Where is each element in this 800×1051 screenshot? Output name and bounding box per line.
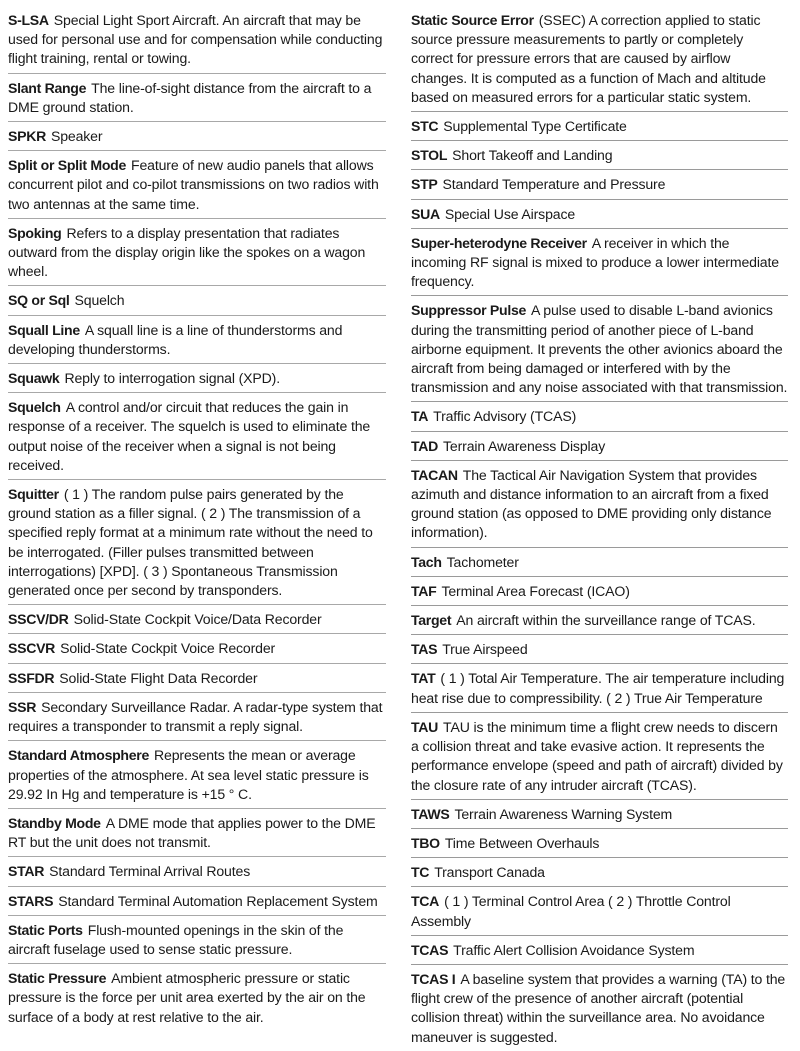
- glossary-definition: Tachometer: [446, 553, 519, 570]
- glossary-entry-super-heterodyne-receiver: [411, 233, 788, 297]
- glossary-definition: Feature of new audio panels that allows concurrent pilot and co-pilot transmissions on two radios with two antennas at the same time.: [8, 157, 379, 212]
- glossary-definition: Terminal Area Forecast (ICAO): [441, 582, 630, 599]
- glossary-entry-tat: [411, 668, 788, 712]
- glossary-definition: Short Takeoff and Landing: [452, 147, 613, 164]
- glossary-entry-spoking: [8, 223, 386, 287]
- glossary-term: TAS: [411, 641, 438, 658]
- glossary-definition: Terrain Awareness Display: [443, 437, 606, 454]
- glossary-term: Target: [411, 612, 452, 629]
- glossary-term: TCA: [411, 893, 440, 910]
- glossary-entry-static-ports: [8, 920, 386, 964]
- glossary-definition: An aircraft within the surveillance range of TCAS.: [456, 612, 756, 629]
- glossary-term: Squelch: [8, 399, 61, 416]
- glossary-entry-tca: [411, 891, 788, 935]
- glossary-definition: Terrain Awareness Warning System: [454, 805, 673, 822]
- glossary-entry-sscvr: [8, 638, 386, 663]
- glossary-entry-tc: [411, 862, 788, 887]
- glossary-definition: Solid-State Cockpit Voice Recorder: [60, 640, 276, 657]
- glossary-entry-target: [411, 610, 788, 635]
- glossary-definition: Special Light Sport Aircraft. An aircraft that may be used for personal use and for compensation while conducting flight training, rental or towing.: [8, 12, 383, 67]
- glossary-definition: Supplemental Type Certificate: [443, 118, 627, 135]
- glossary-term: STARS: [8, 892, 54, 909]
- glossary-term: Spoking: [8, 224, 62, 241]
- glossary-definition: Standard Terminal Arrival Routes: [49, 863, 251, 880]
- glossary-definition: ( 1 ) Total Air Temperature. The air temperature including heat rise due to compressibility. ( 2 ) True Air Temperature: [411, 670, 785, 706]
- left-column: [8, 10, 386, 1025]
- glossary-entry-ssr: [8, 697, 386, 741]
- glossary-entry-ta: [411, 406, 788, 431]
- glossary-term: TAWS: [411, 805, 450, 822]
- glossary-definition: Reply to interrogation signal (XPD).: [64, 370, 280, 387]
- glossary-definition: ( 1 ) The random pulse pairs generated by the ground station as a filler signal. ( 2 ) The transmission of a specified reply format at a minimum rate without the need to be interrogated. (Filler pulses transmitted between interrogations) [XPD]. ( 3 ) Spontaneous Transmission generated once per second by transponders.: [8, 486, 373, 599]
- glossary-definition: Refers to a display presentation that radiates outward from the display origin like the spokes on a wagon wheel.: [8, 224, 366, 280]
- glossary-term: SPKR: [8, 128, 46, 145]
- glossary-term: STC: [411, 118, 439, 135]
- glossary-definition: Ambient atmospheric pressure or static pressure is the force per unit area exerted by the air on the surface of a body at rest relative to the air.: [8, 970, 366, 1025]
- glossary-term: Squawk: [8, 370, 60, 387]
- glossary-definition: Solid-State Cockpit Voice/Data Recorder: [73, 611, 322, 628]
- glossary-term: TAT: [411, 670, 436, 687]
- glossary-term: Static Source Error: [411, 12, 534, 28]
- glossary-term: S-LSA: [8, 12, 49, 28]
- glossary-term: SSCV/DR: [8, 611, 69, 628]
- glossary-term: Squitter: [8, 486, 59, 503]
- glossary-definition: Speaker: [50, 128, 103, 145]
- glossary-entry-taf: [411, 581, 788, 606]
- glossary-entry-tcas-i: [411, 969, 788, 1051]
- glossary-definition: ( 1 ) Terminal Control Area ( 2 ) Throttle Control Assembly: [411, 893, 731, 929]
- glossary-entry-stc: [411, 116, 788, 141]
- glossary-term: TBO: [411, 834, 440, 851]
- glossary-definition: The line-of-sight distance from the aircraft to a DME ground station.: [8, 79, 372, 115]
- glossary-definition: Special Use Airspace: [444, 205, 576, 222]
- glossary-term: TC: [411, 864, 430, 881]
- glossary-term: STOL: [411, 147, 448, 164]
- glossary-term: SSFDR: [8, 669, 55, 686]
- glossary-entry-static-pressure: [8, 968, 386, 1031]
- glossary-definition: Time Between Overhauls: [444, 834, 600, 851]
- right-column: [411, 10, 788, 1045]
- glossary-term: TACAN: [411, 466, 458, 483]
- glossary-definition: Flush-mounted openings in the skin of the aircraft fuselage used to sense static pressure.: [8, 921, 344, 957]
- glossary-entry-tacan: [411, 465, 788, 548]
- glossary-entry-stp: [411, 174, 788, 199]
- glossary-term: STAR: [8, 863, 45, 880]
- glossary-term: SQ or Sql: [8, 292, 70, 309]
- glossary-term: Slant Range: [8, 79, 87, 96]
- glossary-entry-split-or-split-mode: [8, 155, 386, 219]
- glossary-definition: Transport Canada: [434, 864, 545, 881]
- glossary-entry-star: [8, 861, 386, 886]
- glossary-definition: True Airspeed: [442, 641, 528, 658]
- glossary-term: Standard Atmosphere: [8, 747, 150, 764]
- glossary-entry-tau: [411, 717, 788, 800]
- glossary-term: Split or Split Mode: [8, 157, 127, 174]
- glossary-entry-ssfdr: [8, 668, 386, 693]
- glossary-entry-squitter: [8, 484, 386, 605]
- glossary-term: Super-heterodyne Receiver: [411, 234, 587, 251]
- glossary-term: Tach: [411, 553, 442, 570]
- glossary-definition: Standard Terminal Automation Replacement System: [58, 892, 378, 909]
- glossary-entry-tach: [411, 552, 788, 577]
- glossary-entry-standby-mode: [8, 813, 386, 857]
- glossary-entry-s-lsa: [8, 10, 386, 74]
- glossary-entry-static-source-error: [411, 10, 788, 112]
- glossary-entry-tcas: [411, 940, 788, 965]
- glossary-entry-slant-range: [8, 78, 386, 122]
- glossary-definition: A pulse used to disable L-band avionics during the transmitting period of another piece of L-band airborne equipment. It prevents the other avionics aboard the aircraft from being damaged or interfered with by the transmission and any noise associated with that transmission.: [411, 302, 788, 396]
- glossary-entry-suppressor-pulse: [411, 300, 788, 402]
- glossary-term: SSCVR: [8, 640, 56, 657]
- glossary-term: Static Ports: [8, 921, 83, 938]
- glossary-definition: A squall line is a line of thunderstorms and developing thunderstorms.: [8, 321, 343, 357]
- glossary-definition: A baseline system that provides a warning (TA) to the flight crew of the presence of another aircraft (potential collision threat) within the surveillance area. No avoidance maneuver is suggested.: [411, 970, 786, 1045]
- glossary-entry-squall-line: [8, 320, 386, 364]
- glossary-entry-sscv-dr: [8, 609, 386, 634]
- glossary-entry-standard-atmosphere: [8, 745, 386, 809]
- glossary-term: STP: [411, 176, 438, 193]
- glossary-definition: A DME mode that applies power to the DME RT but the unit does not transmit.: [8, 814, 376, 851]
- glossary-definition: (SSEC) A correction applied to static source pressure measurements to partly or completely correct for pressure errors that are caused by airflow changes. It is computed as a function of Mach and altitude based on measured errors for a particular static system.: [411, 12, 766, 105]
- glossary-entry-spkr: [8, 126, 386, 151]
- glossary-definition: Traffic Alert Collision Avoidance System: [453, 941, 695, 958]
- glossary-definition: Represents the mean or average properties of the atmosphere. At sea level static pressure is 29.92 In Hg and temperature is +15 ° C.: [8, 747, 369, 802]
- glossary-term: TA: [411, 408, 429, 425]
- glossary-definition: A control and/or circuit that reduces the gain in response of a receiver. The squelch is used to eliminate the output noise of the receiver when a signal is not being received.: [8, 399, 371, 473]
- glossary-term: TAD: [411, 437, 439, 454]
- glossary-term: SSR: [8, 698, 37, 715]
- glossary-definition: Secondary Surveillance Radar. A radar-type system that requires a transponder to transmit a reply signal.: [8, 698, 383, 735]
- glossary-definition: TAU is the minimum time a flight crew needs to discern a collision threat and take evasive action. It represents the performance envelope (speed and path of aircraft) divided by the closure rate of any intruder aircraft (TCAS).: [411, 718, 783, 793]
- glossary-term: TCAS I: [411, 970, 456, 987]
- glossary-definition: Solid-State Flight Data Recorder: [59, 669, 258, 686]
- glossary-term: SUA: [411, 205, 440, 222]
- glossary-entry-tbo: [411, 833, 788, 858]
- glossary-entry-taws: [411, 804, 788, 829]
- glossary-entry-stol: [411, 145, 788, 170]
- glossary-term: TCAS: [411, 941, 449, 958]
- glossary-entry-squawk: [8, 368, 386, 393]
- glossary-definition: Traffic Advisory (TCAS): [433, 408, 577, 425]
- glossary-definition: Standard Temperature and Pressure: [442, 176, 666, 193]
- glossary-definition: Squelch: [74, 292, 125, 309]
- glossary-entry-tas: [411, 639, 788, 664]
- glossary-entry-sua: [411, 204, 788, 229]
- glossary-term: Suppressor Pulse: [411, 302, 527, 319]
- glossary-entry-squelch: [8, 397, 386, 480]
- glossary-term: TAF: [411, 582, 437, 599]
- glossary-term: Standby Mode: [8, 814, 101, 831]
- glossary-term: TAU: [411, 718, 439, 735]
- glossary-entry-stars: [8, 891, 386, 916]
- glossary-term: Static Pressure: [8, 970, 107, 987]
- glossary-definition: A receiver in which the incoming RF signal is mixed to produce a lower intermediate frequency.: [411, 234, 779, 290]
- glossary-entry-tad: [411, 436, 788, 461]
- glossary-term: Squall Line: [8, 321, 80, 338]
- glossary-definition: The Tactical Air Navigation System that provides azimuth and distance information to an aircraft from a fixed ground station (as opposed to DME providing only distance information).: [411, 466, 772, 541]
- glossary-entry-sq-or-sql: [8, 290, 386, 315]
